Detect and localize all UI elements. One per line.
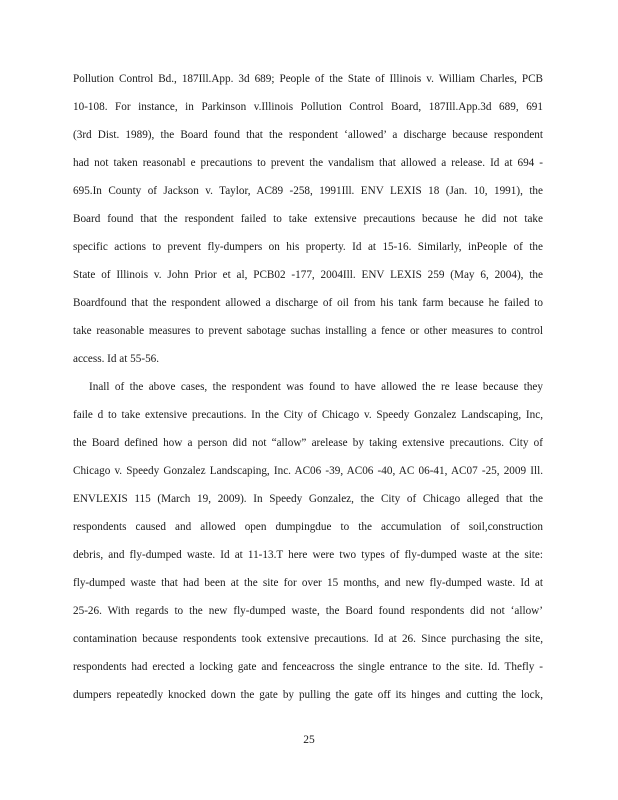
- text-line: fly-dumped waste that had been at the site for over 15 months, and new fly-dumped waste. Id at: [73, 577, 543, 589]
- text-line: debris, and fly-dumped waste. Id at 11-13.T here were two types of fly-dumped waste at the site:: [73, 549, 543, 561]
- text-line: 25-26. With regards to the new fly-dumped waste, the Board found respondents did not ‘allow’: [73, 605, 543, 617]
- page-number: 25: [303, 734, 315, 746]
- text-line: Boardfound that the respondent allowed a discharge of oil from his tank farm because he failed to: [73, 297, 543, 309]
- text-line: the Board defined how a person did not “allow” arelease by taking extensive precautions. City of: [73, 437, 543, 449]
- text-line: Chicago v. Speedy Gonzalez Landscaping, Inc. AC06 -39, AC06 -40, AC 06-41, AC07 -25, 2009 Ill.: [73, 465, 543, 477]
- text-line: faile d to take extensive precautions. In the City of Chicago v. Speedy Gonzalez Landscaping, Inc,: [73, 409, 543, 421]
- text-line: specific actions to prevent fly-dumpers on his property. Id at 15-16. Similarly, inPeople of the: [73, 241, 543, 253]
- text-line: respondents had erected a locking gate and fenceacross the single entrance to the site. Id. Thefly -: [73, 661, 543, 673]
- text-line: respondents caused and allowed open dumpingdue to the accumulation of soil,construction: [73, 521, 543, 533]
- text-line: 10-108. For instance, in Parkinson v.Illinois Pollution Control Board, 187Ill.App.3d 689, 691: [73, 101, 543, 113]
- text-line: Pollution Control Bd., 187Ill.App. 3d 689; People of the State of Illinois v. William Charles, PCB: [73, 73, 543, 85]
- text-line: 695.In County of Jackson v. Taylor, AC89 -258, 1991Ill. ENV LEXIS 18 (Jan. 10, 1991), the: [73, 185, 543, 197]
- text-line: Inall of the above cases, the respondent was found to have allowed the re lease because they: [89, 381, 543, 393]
- text-line: ENVLEXIS 115 (March 19, 2009). In Speedy Gonzalez, the City of Chicago alleged that the: [73, 493, 543, 505]
- text-line: Board found that the respondent failed to take extensive precautions because he did not take: [73, 213, 543, 225]
- text-line: access. Id at 55-56.: [73, 353, 160, 365]
- text-line: had not taken reasonabl e precautions to prevent the vandalism that allowed a release. Id at 694 -: [73, 157, 543, 169]
- text-line: dumpers repeatedly knocked down the gate by pulling the gate off its hinges and cutting the lock,: [73, 689, 543, 701]
- text-line: contamination because respondents took extensive precautions. Id at 26. Since purchasing the site,: [73, 633, 543, 645]
- text-line: (3rd Dist. 1989), the Board found that the respondent ‘allowed’ a discharge because respondent: [73, 129, 543, 141]
- text-line: take reasonable measures to prevent sabotage suchas installing a fence or other measures to control: [73, 325, 543, 337]
- text-line: State of Illinois v. John Prior et al, PCB02 -177, 2004Ill. ENV LEXIS 259 (May 6, 2004), the: [73, 269, 543, 281]
